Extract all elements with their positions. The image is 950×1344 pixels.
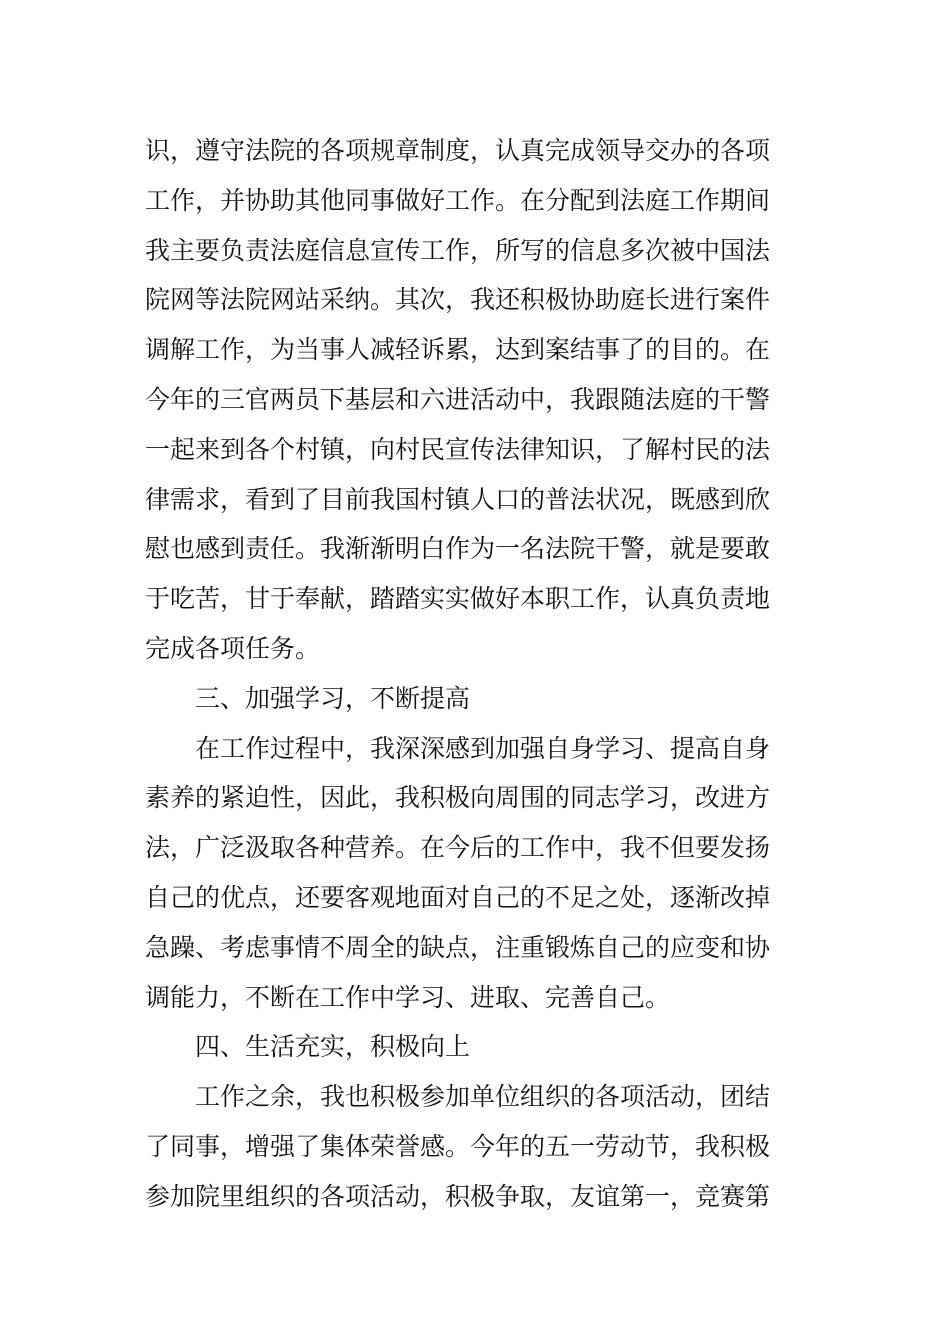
- text-line: 三、加强学习，不断提高: [195, 683, 471, 713]
- text-line: 自己的优点，还要客观地面对自己的不足之处，逐渐改掉: [145, 882, 771, 912]
- text-line: 工作之余，我也积极参加单位组织的各项活动，团结: [195, 1082, 771, 1112]
- text-line: 于吃苦，甘于奉献，踏踏实实做好本职工作，认真负责地: [145, 584, 771, 614]
- text-line: 素养的紧迫性，因此，我积极向周围的同志学习，改进方: [145, 783, 771, 813]
- text-line: 律需求，看到了目前我国村镇人口的普法状况，既感到欣: [145, 484, 771, 514]
- text-line: 一起来到各个村镇，向村民宣传法律知识，了解村民的法: [145, 434, 771, 464]
- text-line: 急躁、考虑事情不周全的缺点，注重锻炼自己的应变和协: [145, 932, 771, 962]
- text-line: 参加院里组织的各项活动，积极争取，友谊第一，竞赛第: [145, 1181, 771, 1211]
- text-line: 院网等法院网站采纳。其次，我还积极协助庭长进行案件: [145, 285, 771, 315]
- text-line: 法，广泛汲取各种营养。在今后的工作中，我不但要发扬: [145, 833, 771, 863]
- text-line: 完成各项任务。: [145, 633, 321, 663]
- text-line: 调解工作，为当事人减轻诉累，达到案结事了的目的。在: [145, 335, 771, 365]
- text-line: 识，遵守法院的各项规章制度，认真完成领导交办的各项: [145, 136, 771, 165]
- text-line: 工作，并协助其他同事做好工作。在分配到法庭工作期间: [145, 185, 771, 215]
- text-line: 了同事，增强了集体荣誉感。今年的五一劳动节，我积极: [145, 1131, 771, 1161]
- document-body: [145, 126, 810, 1222]
- text-line: 我主要负责法庭信息宣传工作，所写的信息多次被中国法: [145, 235, 771, 265]
- text-line: 调能力，不断在工作中学习、进取、完善自己。: [145, 982, 671, 1012]
- text-line: 在工作过程中，我深深感到加强自身学习、提高自身: [195, 733, 771, 763]
- text-line: 今年的三官两员下基层和六进活动中，我跟随法庭的干警: [145, 384, 771, 414]
- text-line: 慰也感到责任。我渐渐明白作为一名法院干警，就是要敢: [145, 534, 771, 564]
- text-line: 四、生活充实，积极向上: [195, 1032, 471, 1062]
